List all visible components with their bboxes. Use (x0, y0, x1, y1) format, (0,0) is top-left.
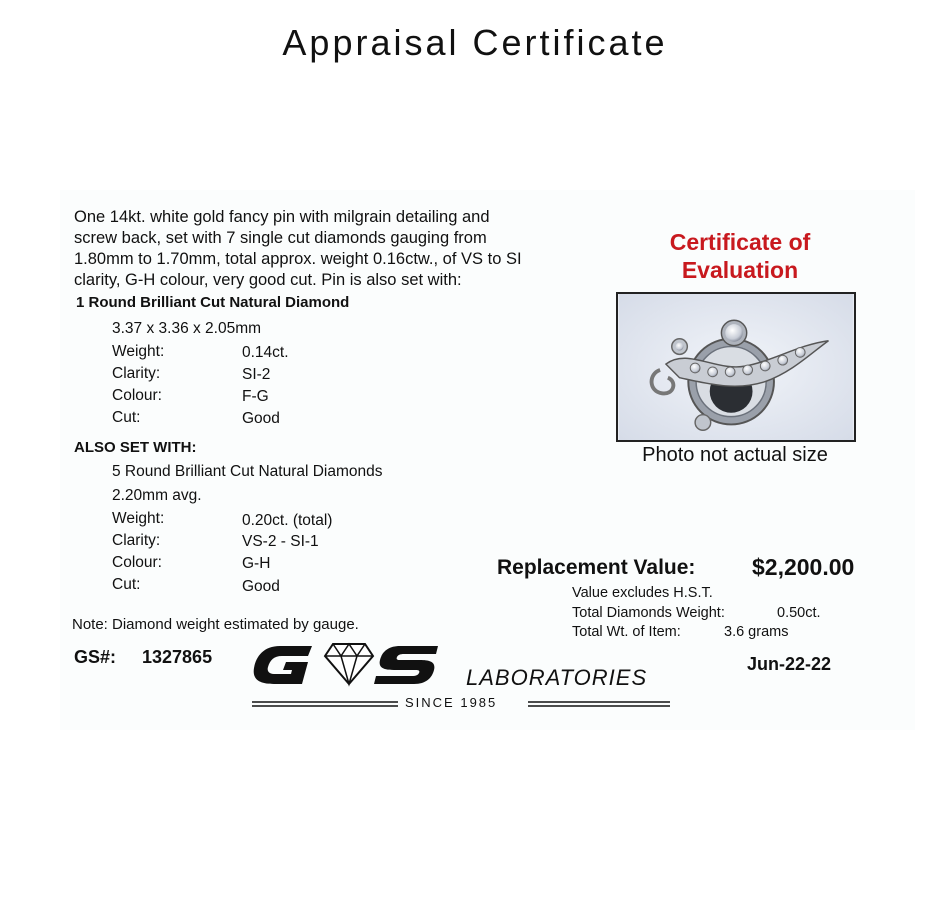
pin-illustration (618, 294, 854, 440)
main-cut-value: Good (242, 410, 280, 427)
also-weight-value: 0.20ct. (total) (242, 512, 333, 529)
main-cut-label: Cut: (112, 409, 141, 426)
also-colour-label: Colour: (112, 554, 162, 571)
total-item-weight-label: Total Wt. of Item: (572, 624, 681, 640)
main-stone-heading: 1 Round Brilliant Cut Natural Diamond (76, 294, 350, 311)
total-item-weight-value: 3.6 grams (724, 624, 789, 640)
item-description (74, 207, 614, 291)
also-set-line1: 5 Round Brilliant Cut Natural Diamonds (112, 463, 383, 480)
main-weight-value: 0.14ct. (242, 344, 289, 361)
description-line: screw back, set with 7 single cut diamonds gauging from (74, 229, 487, 247)
also-clarity-label: Clarity: (112, 532, 161, 549)
description-line: 1.80mm to 1.70mm, total approx. weight 0.16ctw., of VS to SI (74, 250, 522, 268)
logo-laboratories-text: LABORATORIES (466, 665, 648, 690)
also-weight-label: Weight: (112, 510, 165, 527)
replacement-value-label: Replacement Value: (497, 556, 696, 579)
gauge-note: Note: Diamond weight estimated by gauge. (72, 616, 359, 633)
certificate-of-evaluation (610, 228, 870, 284)
also-set-line2: 2.20mm avg. (112, 487, 202, 504)
cert-title-line2: Evaluation (681, 257, 799, 283)
also-set-heading: ALSO SET WITH: (74, 439, 197, 456)
also-cut-label: Cut: (112, 576, 141, 593)
jewelry-photo (616, 292, 856, 442)
main-clarity-value: SI-2 (242, 366, 271, 383)
page-title: Appraisal Certificate (282, 22, 668, 63)
gs-number: 1327865 (142, 647, 213, 667)
total-diamonds-weight-value: 0.50ct. (777, 605, 821, 621)
main-colour-label: Colour: (112, 387, 162, 404)
diamond-icon (325, 644, 373, 684)
photo-caption: Photo not actual size (642, 444, 828, 466)
main-clarity-label: Clarity: (112, 365, 161, 382)
also-clarity-value: VS-2 - SI-1 (242, 533, 319, 550)
certificate-date: Jun-22-22 (747, 654, 832, 674)
main-stone-dimensions: 3.37 x 3.36 x 2.05mm (112, 320, 262, 337)
logo-since-text: SINCE 1985 (405, 695, 498, 710)
value-excludes-hst: Value excludes H.S.T. (572, 585, 713, 601)
cert-title-line1: Certificate of (669, 229, 811, 255)
gs-laboratories-logo (250, 640, 675, 715)
main-colour-value: F-G (242, 388, 269, 405)
main-weight-label: Weight: (112, 343, 165, 360)
description-line: One 14kt. white gold fancy pin with milgrain detailing and (74, 208, 490, 226)
total-diamonds-weight-label: Total Diamonds Weight: (572, 605, 725, 621)
replacement-value: $2,200.00 (752, 554, 855, 580)
also-colour-value: G-H (242, 555, 271, 572)
gs-number-label: GS#: (74, 647, 117, 667)
also-cut-value: Good (242, 578, 280, 595)
description-line: clarity, G-H colour, very good cut. Pin is also set with: (74, 271, 462, 289)
